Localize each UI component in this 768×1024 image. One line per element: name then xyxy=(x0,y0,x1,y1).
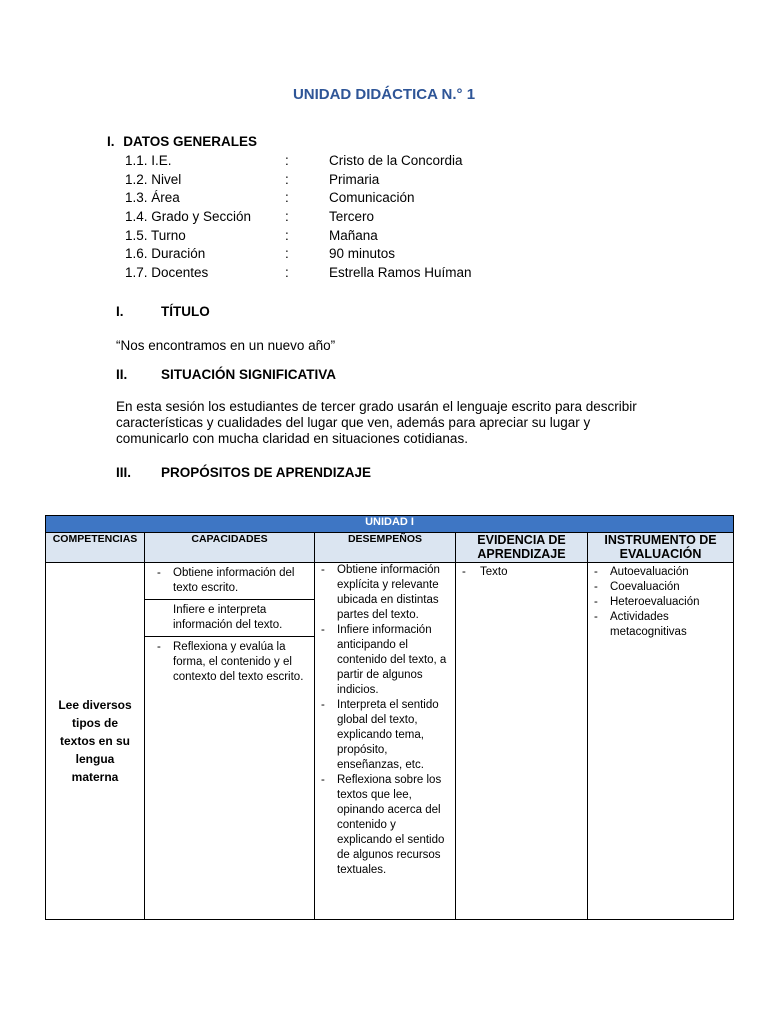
section-title: SITUACIÓN SIGNIFICATIVA xyxy=(161,367,336,382)
datos-value: Comunicación xyxy=(329,190,415,205)
column-header-row xyxy=(46,533,734,563)
section-title: TÍTULO xyxy=(161,304,210,319)
header-desempenos: DESEMPEÑOS xyxy=(315,533,456,563)
datos-value: Estrella Ramos Huíman xyxy=(329,265,472,280)
datos-value: Mañana xyxy=(329,228,378,243)
competencia-cell xyxy=(46,563,145,920)
desempenos-list xyxy=(315,563,455,878)
datos-separator: : xyxy=(285,228,289,243)
desempeno-item: - Infiere información anticipando el contenido del texto, a partir de algunos indicios. xyxy=(315,623,455,698)
evidencia-cell xyxy=(456,563,588,920)
datos-value: Primaria xyxy=(329,172,380,187)
desempeno-item: - Reflexiona sobre los textos que lee, opinando acerca del contenido y explicando el sentido de algunos recursos textuales. xyxy=(315,773,455,878)
paragraph-line: En esta sesión los estudiantes de tercer grado usarán el lenguaje escrito para describir xyxy=(116,399,637,414)
datos-label: 1.7. Docentes xyxy=(125,265,209,280)
datos-separator: : xyxy=(285,246,289,261)
instrumento-item: - Actividades metacognitivas xyxy=(588,610,733,640)
instrumento-item: - Coevaluación xyxy=(588,580,733,595)
instrumento-item: - Heteroevaluación xyxy=(588,595,733,610)
capacidad-item xyxy=(145,600,314,637)
header-instrumento: INSTRUMENTO DE EVALUACIÓN xyxy=(588,533,734,563)
section-number: III. xyxy=(116,465,132,480)
unit-header-row xyxy=(46,516,734,533)
datos-label: 1.4. Grado y Sección xyxy=(125,209,252,224)
capacidad-item xyxy=(145,563,314,600)
competencia-text: Lee diversos tipos de textos en su lengua materna xyxy=(58,698,132,784)
section-title: PROPÓSITOS DE APRENDIZAJE xyxy=(161,465,372,480)
propositos-heading xyxy=(116,465,372,480)
datos-label: 1.6. Duración xyxy=(125,246,206,261)
datos-value: Tercero xyxy=(329,209,375,224)
section-number: I. xyxy=(116,304,124,319)
section-number: II. xyxy=(116,367,128,382)
section-number: I. xyxy=(107,134,115,149)
datos-label: 1.3. Área xyxy=(125,190,180,205)
section-title: DATOS GENERALES xyxy=(123,134,258,149)
datos-separator: : xyxy=(285,172,289,187)
datos-separator: : xyxy=(285,265,289,280)
evidencia-list xyxy=(456,563,587,580)
situacion-heading xyxy=(116,367,336,382)
datos-separator: : xyxy=(285,209,289,224)
document-title: UNIDAD DIDÁCTICA N.° 1 xyxy=(292,86,476,103)
datos-label: 1.2. Nivel xyxy=(125,172,182,187)
datos-value: 90 minutos xyxy=(329,246,396,261)
datos-generales-heading xyxy=(107,134,257,149)
desempenos-cell xyxy=(315,563,456,920)
unit-title: UNIDAD I xyxy=(46,516,734,533)
capacidades-cell xyxy=(145,563,315,920)
propositos-table xyxy=(45,515,734,920)
capacidad-text: - Obtiene información del texto escrito. xyxy=(151,566,308,596)
titulo-heading xyxy=(116,304,210,319)
datos-label: 1.1. I.E. xyxy=(125,153,172,168)
instrumento-item: - Autoevaluación xyxy=(588,565,733,580)
instrumento-cell xyxy=(588,563,734,920)
capacidad-text: - Reflexiona y evalúa la forma, el contenido y el contexto del texto escrito. xyxy=(151,640,308,685)
datos-label: 1.5. Turno xyxy=(125,228,186,243)
datos-value: Cristo de la Concordia xyxy=(329,153,463,168)
paragraph-line: comunicarlo con mucha claridad en situaciones cotidianas. xyxy=(116,431,468,446)
instrumentos-list xyxy=(588,563,733,640)
capacidad-text: Infiere e interpreta información del texto. xyxy=(173,604,283,631)
desempeno-item: - Obtiene información explícita y relevante ubicada en distintas partes del texto. xyxy=(315,563,455,623)
desempeno-item: - Interpreta el sentido global del texto, explicando tema, propósito, enseñanzas, etc. xyxy=(315,698,455,773)
situacion-paragraph xyxy=(116,399,676,447)
titulo-text: “Nos encontramos en un nuevo año” xyxy=(116,338,336,353)
paragraph-line: características y cualidades del lugar que ven, además para apreciar su lugar y xyxy=(116,415,591,430)
evidencia-item: - Texto xyxy=(456,565,587,580)
datos-separator: : xyxy=(285,190,289,205)
header-capacidades: CAPACIDADES xyxy=(145,533,315,563)
datos-separator: : xyxy=(285,153,289,168)
capacidad-item xyxy=(145,637,314,688)
header-evidencia: EVIDENCIA DE APRENDIZAJE xyxy=(456,533,588,563)
header-competencias: COMPETENCIAS xyxy=(46,533,145,563)
table-row xyxy=(46,563,734,920)
